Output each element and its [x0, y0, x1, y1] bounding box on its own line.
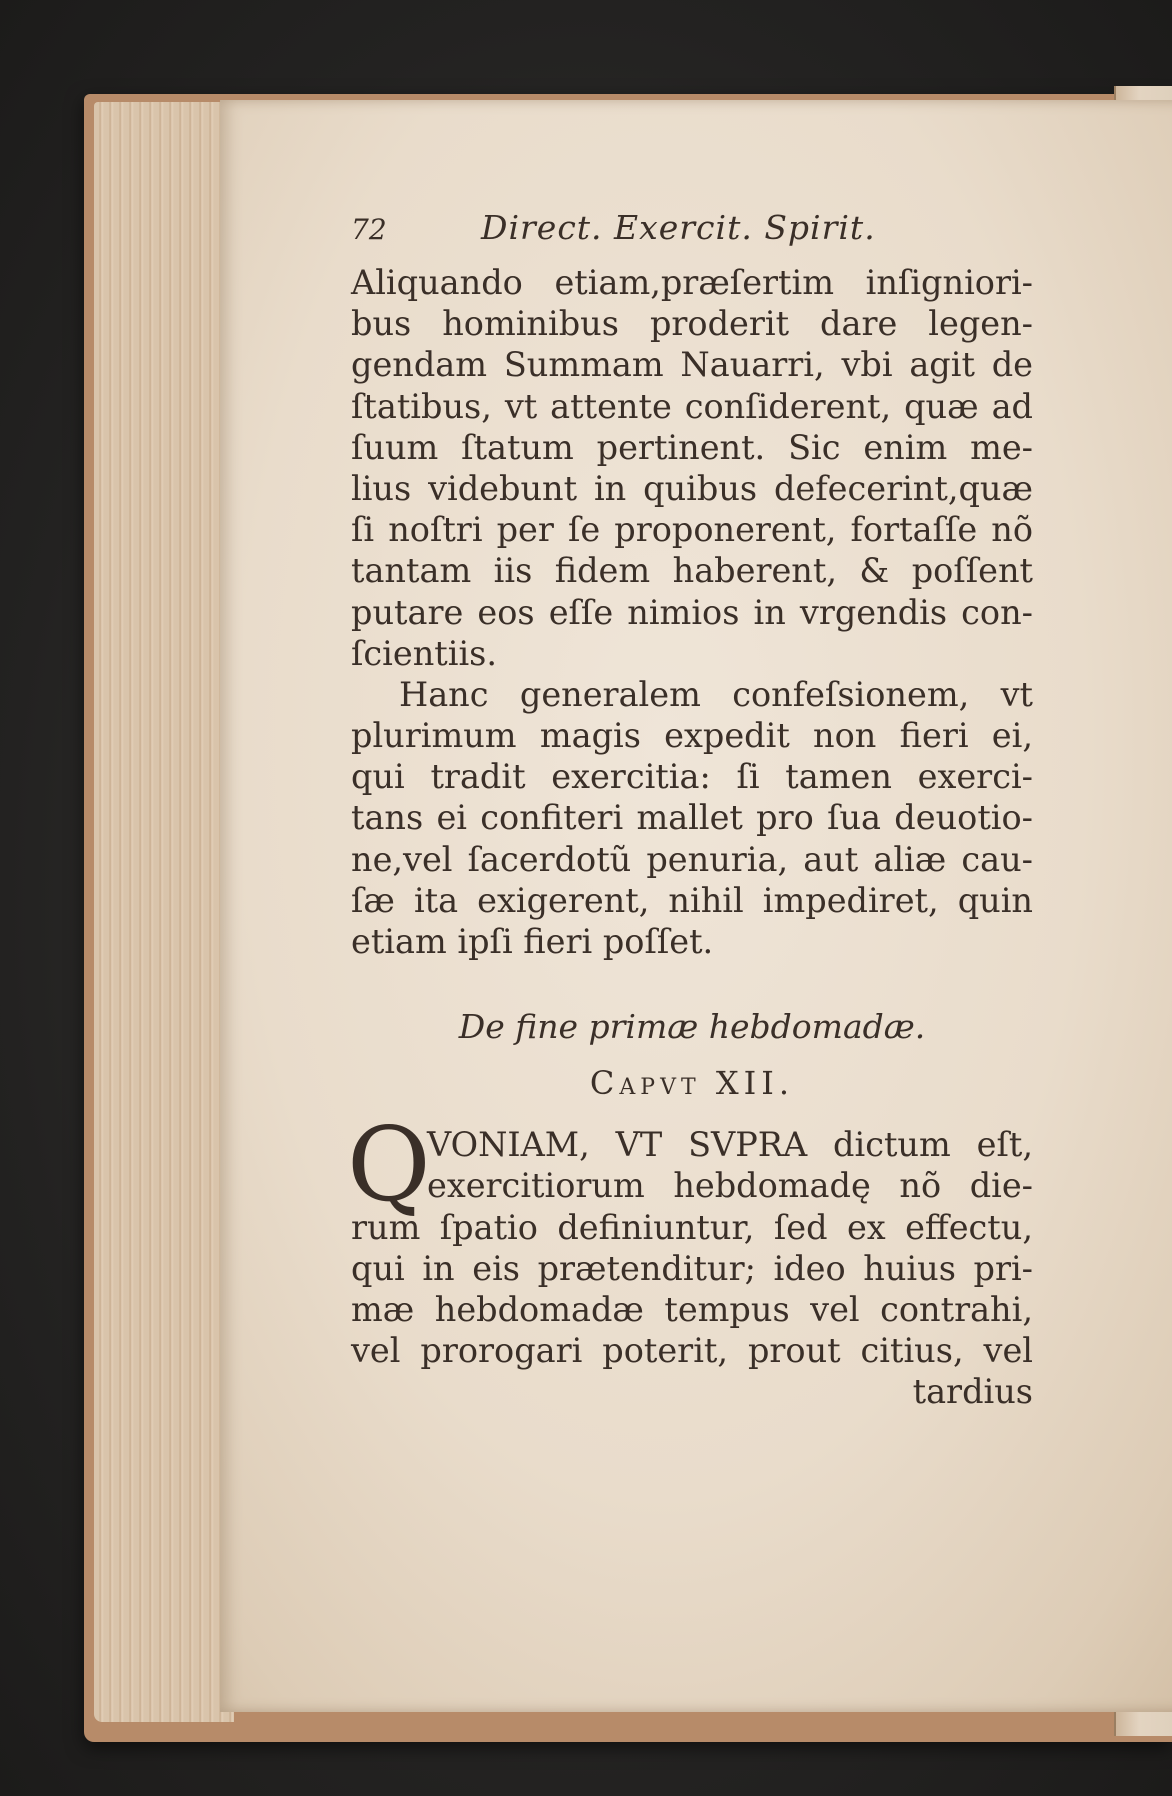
text-line: ſtatibus, vt attente conſiderent, quæ ad [351, 386, 1033, 426]
text-line: ſæ ita exigerent, nihil impediret, quin [351, 880, 1033, 920]
drop-capital: Q [347, 1106, 431, 1226]
paragraph-2 [351, 674, 1033, 962]
text-line: ne,vel ſacerdotũ penuria, aut aliæ cau- [351, 839, 1033, 879]
running-head [351, 208, 1033, 256]
text-line: gendam Summam Nauarri, vbi agit de [351, 345, 1033, 385]
section-heading: De fine primæ hebdomadæ. [458, 1007, 926, 1047]
paragraph-3 [347, 1106, 1033, 1412]
text-line: lius videbunt in quibus defecerint,quæ [351, 468, 1033, 508]
text-line: ſi noſtri per ſe proponerent, fortaſſe nõ [351, 510, 1033, 550]
text-line: qui tradit exercitia: ſi tamen exerci- [351, 757, 1033, 797]
page-number: 72 [351, 213, 387, 246]
text-line: Aliquando etiam,præſertim inſigniori- [351, 263, 1033, 302]
paragraph-1 [351, 262, 1033, 674]
text-line: ſuum ſtatum pertinent. Sic enim me- [351, 427, 1033, 467]
text-line: ſcientiis. [351, 633, 498, 673]
text-line: vel prorogari poterit, prout citius, vel [351, 1331, 1033, 1371]
text-line: bus hominibus proderit dare legen- [351, 304, 1033, 344]
text-line: rum ſpatio definiuntur, ſed ex effectu, [351, 1207, 1033, 1247]
text-line: tantam iis fidem haberent, & poſſent [351, 551, 1033, 591]
page-stack-edge [94, 102, 234, 1722]
running-title: Direct. Exercit. Spirit. [481, 208, 876, 247]
text-line: Hanc generalem confeſsionem, vt [399, 674, 1033, 714]
text-line: putare eos eſſe nimios in vrgendis con- [351, 592, 1033, 632]
text-line: etiam ipſi fieri poſſet. [351, 922, 714, 961]
text-line: plurimum magis expedit non fieri ei, [351, 716, 1033, 756]
chapter-heading: Capvt XII. [589, 1064, 795, 1103]
catchword: tardius [912, 1372, 1033, 1412]
text-line: VONIAM, VT SVPRA dictum eſt, [427, 1125, 1033, 1165]
text-line: exercitiorum hebdomadę nõ die- [427, 1166, 1033, 1206]
text-line: mæ hebdomadæ tempus vel contrahi, [351, 1289, 1033, 1329]
text-line: tans ei confiteri mallet pro ſua deuotio- [351, 798, 1033, 838]
page-text [347, 208, 1033, 1413]
text-line: qui in eis prætenditur; ideo huius pri- [351, 1248, 1033, 1288]
